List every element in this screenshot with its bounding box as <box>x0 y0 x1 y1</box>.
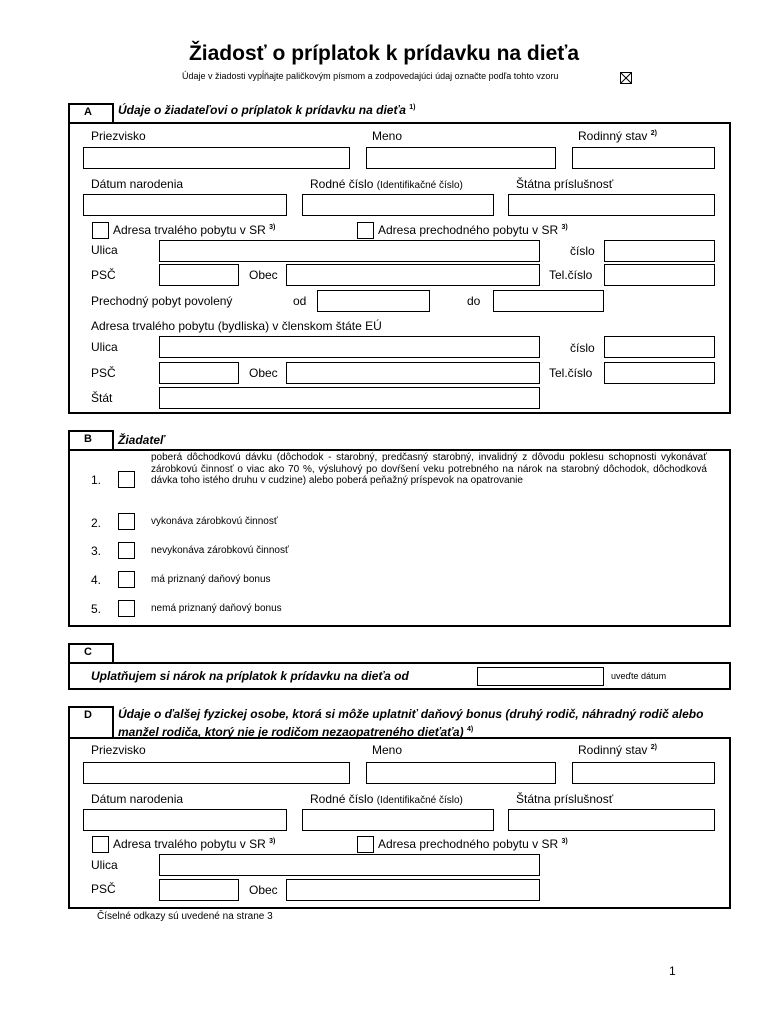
birth-number-label <box>310 177 463 191</box>
temporary-address-label <box>378 223 568 237</box>
d-nationality-label: Štátna príslušnosť <box>516 792 614 806</box>
eu-phone-label: Tel.číslo <box>549 366 593 380</box>
section-d-tab <box>68 706 114 739</box>
d-surname-field[interactable] <box>83 762 350 784</box>
option-2-text: vykonáva zárobkovú činnosť <box>151 516 278 527</box>
claim-date-hint: uveďte dátum <box>611 671 667 681</box>
claim-date-field[interactable] <box>477 667 604 686</box>
section-d-title <box>118 707 718 740</box>
option-2-checkbox[interactable] <box>118 513 135 530</box>
birth-date-label: Dátum narodenia <box>91 177 184 191</box>
claim-text: Uplatňujem si nárok na príplatok k prídavku na dieťa od <box>91 669 409 683</box>
d-marital-status-text: Rodinný stav <box>578 743 648 757</box>
d-first-name-field[interactable] <box>366 762 556 784</box>
page-number: 1 <box>669 964 676 978</box>
temporary-address-ref: 3) <box>561 224 568 231</box>
phone-field[interactable] <box>604 264 715 286</box>
d-permanent-address-checkbox[interactable] <box>92 836 109 853</box>
eu-municipality-label: Obec <box>249 366 278 380</box>
d-municipality-label: Obec <box>249 883 278 897</box>
marital-status-text: Rodinný stav <box>578 129 648 143</box>
eu-street-field[interactable] <box>159 336 540 358</box>
option-4-text: má priznaný daňový bonus <box>151 574 271 585</box>
temp-stay-from-label: od <box>293 294 307 308</box>
d-birth-date-field[interactable] <box>83 809 287 831</box>
permanent-address-label <box>113 223 275 237</box>
d-temporary-address-label <box>378 837 568 851</box>
section-d-title-text: Údaje o ďalšej fyzickej osobe, ktorá si môže uplatniť daňový bonus (druhý rodič, náhradný rodič alebo manžel rodiča, ktorý nie je rodičom nezaopatreného dieťaťa) <box>118 707 704 739</box>
option-3-text: nevykonáva zárobkovú činnosť <box>151 545 289 556</box>
temp-stay-allowed-label: Prechodný pobyt povolený <box>91 294 233 308</box>
d-municipality-field[interactable] <box>286 879 540 901</box>
d-street-label: Ulica <box>91 858 118 872</box>
sample-checked-box-icon <box>620 72 632 84</box>
option-4-number: 4. <box>91 573 102 587</box>
d-birth-number-label <box>310 792 463 806</box>
section-b-letter: B <box>84 433 92 445</box>
option-4-checkbox[interactable] <box>118 571 135 588</box>
street-field[interactable] <box>159 240 540 262</box>
d-birth-number-note: (Identifikačné číslo) <box>376 795 463 806</box>
eu-house-number-label: číslo <box>570 341 595 355</box>
d-birth-number-field[interactable] <box>302 809 494 831</box>
eu-street-label: Ulica <box>91 340 118 354</box>
phone-label: Tel.číslo <box>549 268 593 282</box>
permanent-address-ref: 3) <box>269 224 276 231</box>
d-temporary-address-ref: 3) <box>561 838 568 845</box>
birth-number-field[interactable] <box>302 194 494 216</box>
state-field[interactable] <box>159 387 540 409</box>
section-a-letter: A <box>84 106 92 118</box>
d-birth-number-text: Rodné číslo <box>310 792 374 806</box>
option-3-checkbox[interactable] <box>118 542 135 559</box>
eu-postcode-label: PSČ <box>91 366 116 380</box>
section-b-tab <box>68 430 114 451</box>
section-a-tab <box>68 103 114 124</box>
temporary-address-checkbox[interactable] <box>357 222 374 239</box>
first-name-label: Meno <box>372 129 403 143</box>
d-permanent-address-ref: 3) <box>269 838 276 845</box>
option-1-number: 1. <box>91 473 102 487</box>
permanent-address-text: Adresa trvalého pobytu v SR <box>113 223 266 237</box>
surname-label: Priezvisko <box>91 129 146 143</box>
section-c-tab <box>68 643 114 664</box>
d-marital-status-ref: 2) <box>650 744 657 751</box>
state-label: Štát <box>91 391 113 405</box>
page-title: Žiadosť o príplatok k prídavku na dieťa <box>188 42 580 65</box>
d-marital-status-label <box>578 743 657 757</box>
municipality-label: Obec <box>249 268 278 282</box>
temp-stay-to-field[interactable] <box>493 290 604 312</box>
d-nationality-field[interactable] <box>508 809 715 831</box>
d-street-field[interactable] <box>159 854 540 876</box>
temporary-address-text: Adresa prechodného pobytu v SR <box>378 223 559 237</box>
house-number-label: číslo <box>570 244 595 258</box>
d-birth-date-label: Dátum narodenia <box>91 792 184 806</box>
postcode-field[interactable] <box>159 264 239 286</box>
birth-number-note: (Identifikačné číslo) <box>376 180 463 191</box>
section-a-title-ref: 1) <box>409 104 416 111</box>
surname-field[interactable] <box>83 147 350 169</box>
option-5-checkbox[interactable] <box>118 600 135 617</box>
birth-date-field[interactable] <box>83 194 287 216</box>
eu-postcode-field[interactable] <box>159 362 239 384</box>
temp-stay-to-label: do <box>467 294 481 308</box>
temp-stay-from-field[interactable] <box>317 290 430 312</box>
birth-number-text: Rodné číslo <box>310 177 374 191</box>
d-surname-label: Priezvisko <box>91 743 146 757</box>
section-b-title: Žiadateľ <box>118 433 165 447</box>
eu-municipality-field[interactable] <box>286 362 540 384</box>
first-name-field[interactable] <box>366 147 556 169</box>
section-d-title-ref: 4) <box>466 726 474 733</box>
section-a-title-text: Údaje o žiadateľovi o príplatok k prídavku na dieťa <box>118 103 406 117</box>
footnote-reference: Číselné odkazy sú uvedené na strane 3 <box>97 911 273 922</box>
section-c-letter: C <box>84 646 92 658</box>
eu-address-label: Adresa trvalého pobytu (bydliska) v členskom štáte EÚ <box>91 319 382 333</box>
eu-house-number-field[interactable] <box>604 336 715 358</box>
option-1-checkbox[interactable] <box>118 471 135 488</box>
nationality-field[interactable] <box>508 194 715 216</box>
option-3-number: 3. <box>91 544 102 558</box>
eu-phone-field[interactable] <box>604 362 715 384</box>
permanent-address-checkbox[interactable] <box>92 222 109 239</box>
option-2-number: 2. <box>91 516 102 530</box>
street-label: Ulica <box>91 243 118 257</box>
d-first-name-label: Meno <box>372 743 403 757</box>
nationality-label: Štátna príslušnosť <box>516 177 614 191</box>
form-instructions <box>182 71 558 81</box>
d-permanent-address-label <box>113 837 275 851</box>
house-number-field[interactable] <box>604 240 715 262</box>
instructions-text: Údaje v žiadosti vypĺňajte paličkovým písmom a zodpovedajúci údaj označte podľa tohto vzoru <box>182 71 559 81</box>
d-marital-status-field[interactable] <box>572 762 715 784</box>
d-temporary-address-text: Adresa prechodného pobytu v SR <box>378 837 559 851</box>
marital-status-ref: 2) <box>650 130 657 137</box>
d-permanent-address-text: Adresa trvalého pobytu v SR <box>113 837 266 851</box>
d-postcode-label: PSČ <box>91 882 116 896</box>
d-postcode-field[interactable] <box>159 879 239 901</box>
option-1-text: poberá dôchodkovú dávku (dôchodok - starobný, predčasný starobný, invalidný z dôvodu poklesu schopnosti vykonávať zárobkovú činnosť o viac ako 70 %, výsluhový po dovŕšení veku potrebného na nárok na starobný dôchodok, dôchodková dávka toho istého druhu v cudzine) alebo poberá peňažný príspevok na opatrovanie <box>151 452 707 486</box>
section-d-letter: D <box>84 709 92 721</box>
section-a-title <box>118 103 415 117</box>
option-5-number: 5. <box>91 602 102 616</box>
option-5-text: nemá priznaný daňový bonus <box>151 603 282 614</box>
marital-status-label <box>578 129 657 143</box>
d-temporary-address-checkbox[interactable] <box>357 836 374 853</box>
postcode-label: PSČ <box>91 268 116 282</box>
municipality-field[interactable] <box>286 264 540 286</box>
marital-status-field[interactable] <box>572 147 715 169</box>
